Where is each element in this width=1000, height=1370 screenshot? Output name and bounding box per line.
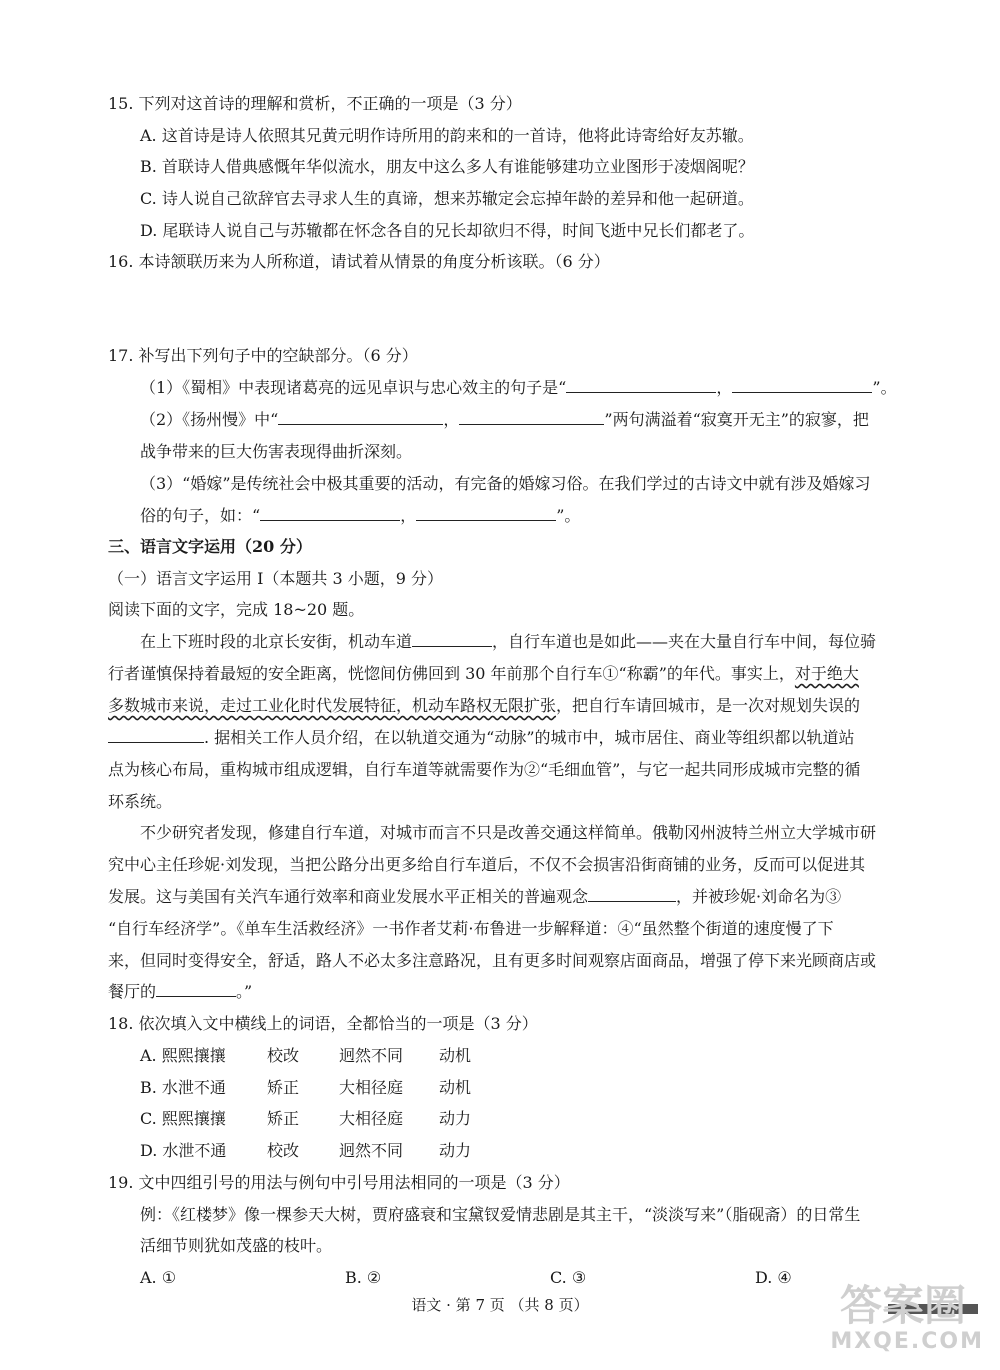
- watermark-text: 答案圈: [839, 1281, 966, 1330]
- passage-text: 行者谨慎保持着最短的安全距离，恍惚间仿佛回到 30 年前那个自行车①“称霸”的年代。事实上，: [108, 664, 795, 683]
- passage-line: “自行车经济学”。《单车生活救经济》一书作者艾莉·布鲁进一步解释道：④“虽然整个街道的速度慢了下: [108, 919, 834, 938]
- answer-blank[interactable]: [732, 374, 872, 393]
- q17-item2-post: ”两句满溢着“寂寞开无主”的寂寥，把: [604, 410, 869, 429]
- passage-text: ，并被珍妮·刘命名为③: [676, 887, 842, 906]
- q17-item1-post: ”。: [872, 378, 897, 397]
- passage-line: [140, 626, 876, 657]
- q19-choice-d: D. ④: [755, 1268, 792, 1287]
- q19-choice-c: C. ③: [550, 1268, 587, 1287]
- q18-choice-word: C. 熙熙攘攘: [140, 1109, 226, 1128]
- passage-text: ，自行车道也是如此——夹在大量自行车中间，每位骑: [492, 632, 877, 651]
- page-footer: 语文 · 第 7 页 （共 8 页）: [411, 1296, 589, 1314]
- q18-choice-word: 矫正: [267, 1109, 300, 1128]
- passage-text: 餐厅的: [108, 982, 157, 1001]
- answer-blank[interactable]: [260, 502, 400, 521]
- q15-option-b: B. 首联诗人借典感慨年华似流水，朋友中这么多人有谁能够建功立业图形于凌烟阁呢？: [140, 157, 754, 176]
- passage-line: 不少研究者发现，修建自行车道，对城市而言不只是改善交通这样简单。俄勒冈州波特兰州立大学城市研: [140, 823, 877, 842]
- watermark-domain: MXQE.COM: [830, 1329, 984, 1354]
- passage-text: . 据相关工作人员介绍，在以轨道交通为“动脉”的城市中，城市居住、商业等组织都以轨道站: [204, 728, 855, 747]
- fill-blank: [108, 724, 204, 743]
- q17-item3-post: ”。: [556, 506, 581, 525]
- passage-line: [108, 722, 855, 753]
- q17-item1-pre: （1）《蜀相》中表现诸葛亮的远见卓识与忠心效主的句子是“: [140, 378, 567, 397]
- q19-choice-a: A. ①: [140, 1268, 177, 1287]
- q18-choice-word: 动机: [439, 1078, 472, 1097]
- q18-choice-word: 矫正: [267, 1078, 300, 1097]
- q18-choice-word: B. 水泄不通: [140, 1078, 226, 1097]
- q18-choice-word: A. 熙熙攘攘: [140, 1046, 226, 1065]
- answer-blank[interactable]: [459, 406, 604, 425]
- q17-item3-mid: ，: [400, 506, 417, 525]
- answer-blank[interactable]: [566, 374, 716, 393]
- passage-text: ，把自行车请回城市，是一次对规划失误的: [556, 696, 861, 715]
- wavy-underlined-text: 多数城市来说，走过工业化时代发展特征，机动车路权无限扩张: [108, 696, 557, 715]
- q17-item1-mid: ，: [716, 378, 733, 397]
- q18-choice-word: 动力: [439, 1109, 472, 1128]
- q18-choice-word: 校改: [267, 1141, 300, 1160]
- q17-stem: 17. 补写出下列句子中的空缺部分。（6 分）: [108, 346, 418, 365]
- q18-choice-word: 迥然不同: [339, 1141, 404, 1160]
- q18-stem: 18. 依次填入文中横线上的词语，全都恰当的一项是（3 分）: [108, 1014, 538, 1033]
- q19-stem: 19. 文中四组引号的用法与例句中引号用法相同的一项是（3 分）: [108, 1173, 570, 1192]
- q18-option-b: [140, 1072, 471, 1103]
- q17-item3-line1: （3）“婚嫁”是传统社会中极其重要的活动，有完备的婚嫁习俗。在我们学过的古诗文中就有涉及婚嫁习: [140, 474, 871, 493]
- q17-item3-line2: [140, 500, 580, 531]
- fill-blank: [412, 628, 492, 647]
- fill-blank: [156, 978, 236, 997]
- q17-item2-line2: 战争带来的巨大伤害表现得曲折深刻。: [140, 442, 413, 461]
- q18-option-c: [140, 1103, 471, 1134]
- passage-line: [108, 658, 859, 689]
- q17-item2: [140, 404, 869, 435]
- q15-stem: 15. 下列对这首诗的理解和赏析，不正确的一项是（3 分）: [108, 94, 522, 113]
- watermark-logo: [778, 1282, 988, 1362]
- passage-text: 在上下班时段的北京长安街，机动车道: [140, 632, 413, 651]
- q18-option-d: [140, 1135, 471, 1166]
- q18-choice-word: 迥然不同: [339, 1046, 404, 1065]
- q15-option-c: C. 诗人说自己欲辞官去寻求人生的真谛，想来苏辙定会忘掉年龄的差异和他一起研道。: [140, 189, 754, 208]
- q18-choice-word: 动力: [439, 1141, 472, 1160]
- passage-line: 环系统。: [108, 792, 173, 811]
- fill-blank: [588, 883, 676, 902]
- q15-option-d: D. 尾联诗人说自己与苏辙都在怀念各自的兄长却欲归不得，时间飞逝中兄长们都老了。: [140, 221, 755, 240]
- q18-choice-word: 校改: [267, 1046, 300, 1065]
- q18-choice-word: 动机: [439, 1046, 472, 1065]
- passage-line: 来，但同时变得安全，舒适，路人不必太多注意路况，且有更多时间观察店面商品，增强了停下来光顾商店或: [108, 951, 877, 970]
- q17-item3-pre: 俗的句子，如：“: [140, 506, 261, 525]
- q18-choice-word: D. 水泄不通: [140, 1141, 227, 1160]
- wavy-underlined-text: 对于绝大: [794, 664, 859, 683]
- q18-option-a: [140, 1040, 471, 1071]
- passage-line: [108, 690, 860, 721]
- q18-choice-word: 大相径庭: [339, 1078, 404, 1097]
- passage-line: [108, 881, 841, 912]
- passage-text: 。”: [236, 982, 253, 1001]
- passage-text: 发展。这与美国有关汽车通行效率和商业发展水平正相关的普遍观念: [108, 887, 589, 906]
- section-subtitle: （一）语言文字运用 Ⅰ（本题共 3 小题，9 分）: [108, 569, 444, 588]
- q15-option-a: A. 这首诗是诗人依照其兄黄元明作诗所用的韵来和的一首诗，他将此诗寄给好友苏辙。: [140, 126, 754, 145]
- section-title: 三、语言文字运用（20 分）: [108, 537, 312, 556]
- reading-instruction: 阅读下面的文字，完成 18~20 题。: [108, 600, 365, 619]
- answer-blank[interactable]: [278, 406, 443, 425]
- passage-line: 究中心主任珍妮·刘发现，当把公路分出更多给自行车道后，不仅不会损害沿街商铺的业务，反而可以促进其: [108, 855, 866, 874]
- passage-line: 点为核心布局，重构城市组成逻辑，自行车道等就需要作为②“毛细血管”，与它一起共同形成城市完整的循: [108, 760, 861, 779]
- answer-blank[interactable]: [416, 502, 556, 521]
- q19-choice-b: B. ②: [345, 1268, 382, 1287]
- q19-example-line2: 活细节则犹如茂盛的枝叶。: [140, 1236, 333, 1255]
- passage-line: [108, 976, 252, 1007]
- q17-item1: [140, 372, 897, 403]
- q17-item2-mid: ，: [443, 410, 460, 429]
- q16-stem: 16. 本诗颔联历来为人所称道，请试着从情景的角度分析该联。（6 分）: [108, 252, 610, 271]
- q19-example-line1: 例：《红楼梦》像一棵参天大树，贾府盛衰和宝黛钗爱情悲剧是其主干，“淡淡写来”（脂砚斋）的日常生: [140, 1205, 861, 1224]
- q18-choice-word: 大相径庭: [339, 1109, 404, 1128]
- q17-item2-pre: （2）《扬州慢》中“: [140, 410, 279, 429]
